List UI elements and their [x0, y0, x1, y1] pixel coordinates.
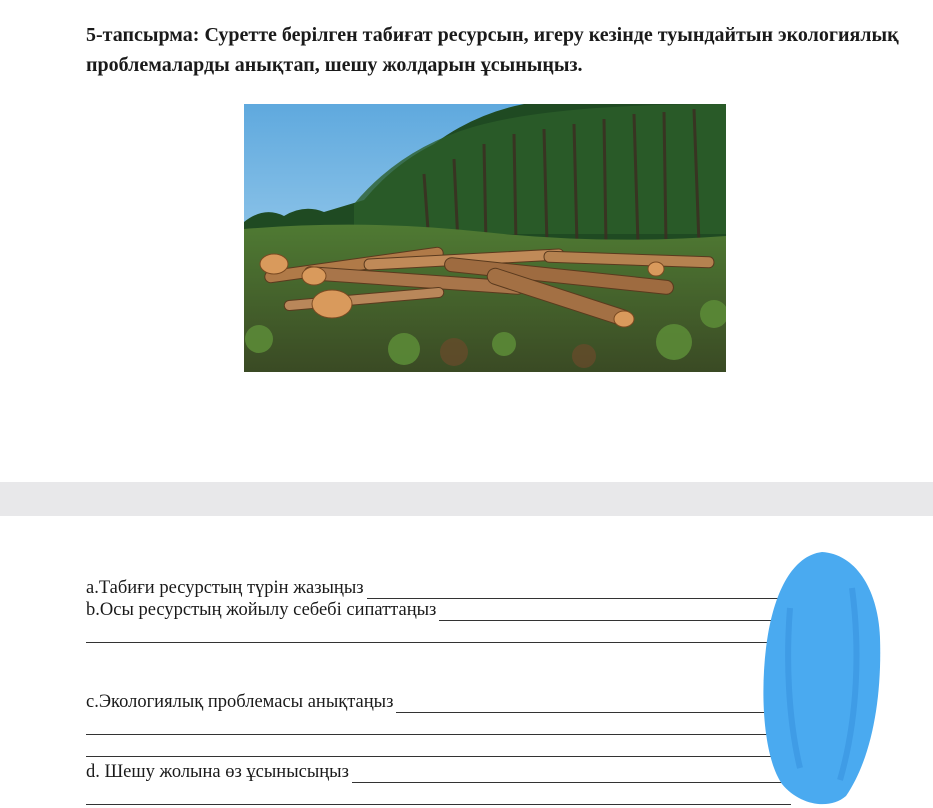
- question-b: [86, 600, 791, 621]
- question-a: [86, 578, 791, 599]
- question-c-label: с.Экологиялық проблемасы анықтаңыз: [86, 692, 394, 712]
- answer-line[interactable]: [86, 734, 791, 735]
- answer-line[interactable]: [86, 756, 791, 757]
- answer-line[interactable]: [86, 642, 791, 643]
- question-b-label: b.Осы ресурстың жойылу себебі сипаттаңыз: [86, 600, 437, 620]
- question-c-answer-line[interactable]: [396, 695, 791, 713]
- question-a-answer-line[interactable]: [367, 581, 791, 599]
- question-d-answer-line[interactable]: [352, 765, 791, 783]
- answer-line[interactable]: [86, 804, 791, 805]
- question-a-label: а.Табиғи ресурстың түрін жазыңыз: [86, 578, 364, 598]
- blue-scribble-overlay: [760, 548, 882, 808]
- question-b-answer-line[interactable]: [439, 603, 791, 621]
- question-d-label: d. Шешу жолына өз ұсынысыңыз: [86, 762, 349, 782]
- page-separator: [0, 482, 933, 516]
- deforestation-photo: [244, 104, 726, 372]
- question-d: [86, 762, 791, 783]
- task-heading: 5-тапсырма: Суретте берілген табиғат ресурсын, игеру кезінде туындайтын экологиялық проблемаларды анықтап, шешу жолдарын ұсыныңыз.: [86, 24, 899, 76]
- question-c: [86, 692, 791, 713]
